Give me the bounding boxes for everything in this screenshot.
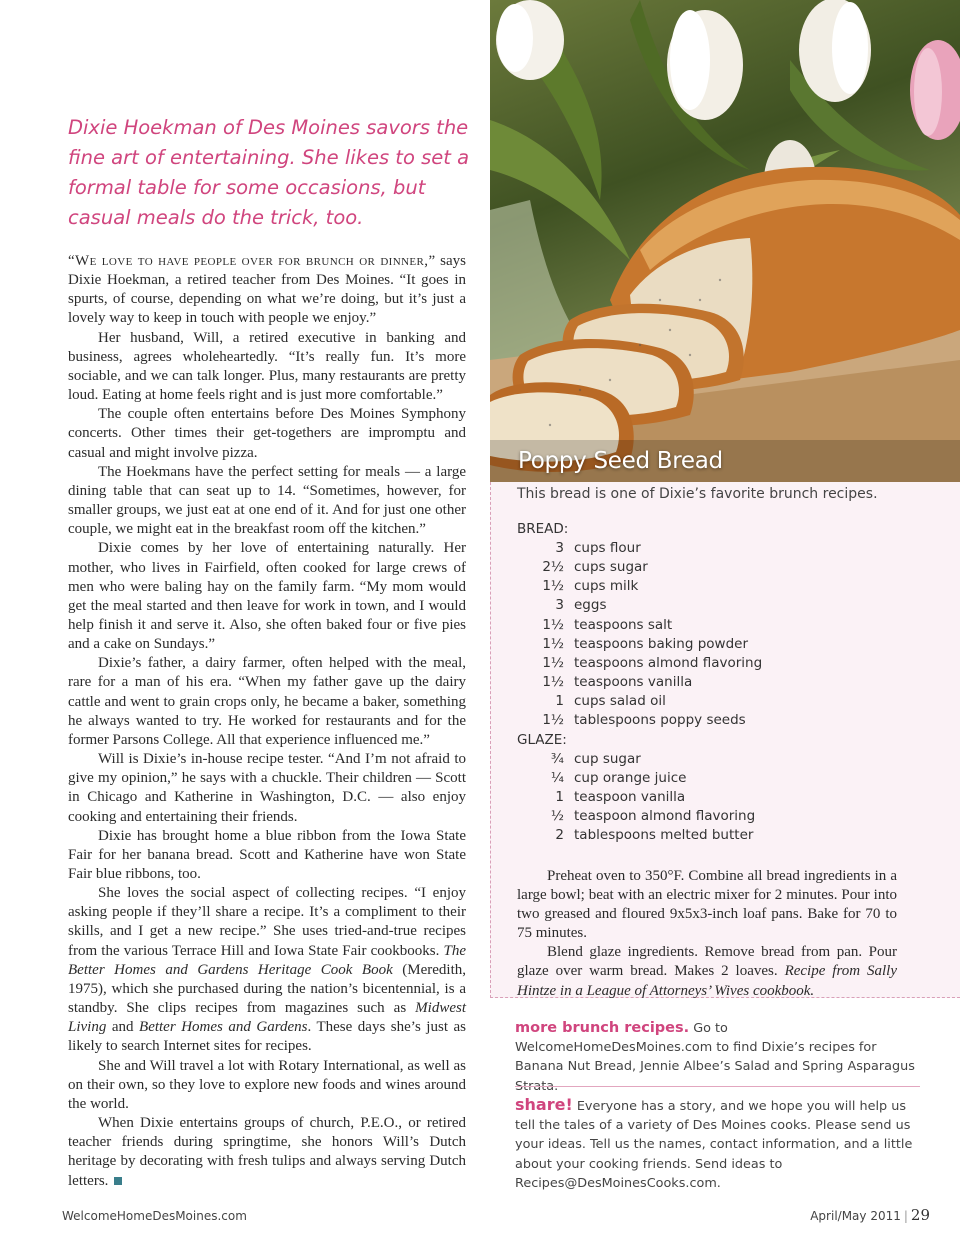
ingredient-qty: 1½	[542, 617, 564, 633]
poppy-seed-bread-photo	[490, 0, 960, 482]
photo-illustration	[490, 0, 960, 482]
ingredient-qty: ½	[550, 808, 564, 824]
ingredient-row	[517, 636, 937, 655]
article-paragraph: Dixie has brought home a blue ribbon from the Iowa State Fair for her banana bread. Scott and Katherine have won State Fair blue ribbons, too.	[68, 827, 466, 882]
article-paragraph	[68, 884, 466, 1056]
recipe-intro: This bread is one of Dixie’s favorite brunch recipes.	[517, 486, 878, 502]
glaze-section-label: GLAZE:	[517, 732, 567, 748]
ingredient-item: teaspoons almond flavoring	[574, 655, 763, 671]
ingredient-qty: 2	[555, 827, 564, 843]
ingredient-item: cups flour	[574, 540, 641, 556]
ingredient-row	[517, 617, 937, 636]
recipe-title: Poppy Seed Bread	[518, 448, 723, 474]
article-paragraph: The Hoekmans have the perfect setting for meals — a large dining table that can seat up to 14. “Sometimes, however, for smaller groups, we just eat at one end of it. And for just one other couple, we might eat in the breakfast room off the kitchen.”	[68, 463, 466, 538]
ingredient-item: eggs	[574, 597, 607, 613]
ingredient-row	[517, 540, 937, 559]
recipe-directions	[517, 867, 897, 1001]
book-title: The Better Homes and Gardens Heritage Cook Book	[68, 942, 466, 978]
text-run: (Meredith, 1975), which she purchased during the nation’s bicentennial, is a standby. She clips recipes from magazines such as	[68, 961, 466, 1017]
ingredient-row	[517, 712, 937, 731]
article-paragraph: The couple often entertains before Des Moines Symphony concerts. Other times their get-togethers are impromptu and casual and might involve pizza.	[68, 406, 466, 461]
article-paragraph	[68, 1114, 466, 1191]
text-run: and	[106, 1019, 140, 1036]
footer-issue	[810, 1206, 930, 1224]
ingredient-qty: 1½	[542, 655, 564, 671]
recipe-credit: Recipe from Sally Hintze in a League of Attorneys’ Wives cookbook.	[517, 963, 897, 999]
ingredient-qty: ¼	[550, 770, 564, 786]
ingredient-row	[517, 770, 937, 789]
ingredient-item: cups sugar	[574, 559, 648, 575]
ingredient-row	[517, 808, 937, 827]
ingredient-item: teaspoon almond flavoring	[574, 808, 756, 824]
ingredient-item: tablespoons poppy seeds	[574, 712, 746, 728]
article-paragraph: She and Will travel a lot with Rotary International, as well as on their own, so they love to explore new foods and wines around the world.	[68, 1057, 466, 1112]
ingredient-qty: 1½	[542, 636, 564, 652]
ingredient-qty: 3	[555, 597, 564, 613]
more-recipes-text: Go to WelcomeHomeDesMoines.com to find Dixie’s recipes for Banana Nut Bread, Jennie Albee’s Salad and Spring Asparagus Strata.	[515, 1021, 915, 1094]
lead-in-quote: “We love to have people over for brunch or dinner,”	[68, 253, 436, 269]
more-recipes-note	[515, 1019, 920, 1096]
article-paragraph: Dixie’s father, a dairy farmer, often helped with the meal, rare for a man of his era. “When my father gave up the dairy cattle and went to grain crops only, he became a baker, something he always wanted to try. He worked for restaurants and for the former Parsons College. All that experience influenced me.”	[68, 655, 466, 748]
ingredient-row	[517, 674, 937, 693]
text-run: She loves the social aspect of collecting recipes. “I enjoy asking people if they’ll share a recipe. It’s a compliment to their skills, and I get a new recipe.” She uses tried-and-true recipes from the various Terrace Hill and Iowa State Fair cookbooks.	[68, 885, 466, 959]
divider	[515, 1086, 920, 1087]
more-recipes-label: more brunch recipes.	[515, 1020, 690, 1036]
ingredient-row	[517, 578, 937, 597]
ingredient-row	[517, 693, 937, 712]
ingredient-item: cup sugar	[574, 751, 641, 767]
magazine-title: Better Homes and Gardens	[139, 1019, 308, 1036]
recipe-panel-border	[490, 482, 492, 998]
footer-separator: |	[903, 1209, 908, 1223]
ingredient-qty: 1	[555, 789, 564, 805]
ingredient-item: tablespoons melted butter	[574, 827, 754, 843]
ingredient-item: cups salad oil	[574, 693, 666, 709]
share-note	[515, 1095, 920, 1193]
ingredient-qty: 1	[555, 693, 564, 709]
page-number: 29	[910, 1206, 930, 1224]
bread-section-label: BREAD:	[517, 521, 569, 537]
issue-date: April/May 2011	[810, 1209, 901, 1223]
ingredient-item: teaspoons baking powder	[574, 636, 748, 652]
ingredient-item: teaspoons vanilla	[574, 674, 693, 690]
article-paragraph: Dixie comes by her love of entertaining naturally. Her mother, who lives in Fairfield, often cooked for large crews of men who were baling hay on the family farm. “My mom would get the meal started and then leave for work in town, and I would help finish it and serve it. Also, she often baked four or five pies and a cake on Sundays.”	[68, 540, 466, 653]
ingredient-item: teaspoons salt	[574, 617, 673, 633]
ingredient-qty: 3	[555, 540, 564, 556]
ingredient-item: cups milk	[574, 578, 639, 594]
magazine-title: Midwest Living	[68, 1000, 466, 1036]
ingredient-row	[517, 827, 937, 846]
text-run: . These days she’s just as likely to search Internet sites for recipes.	[68, 1019, 466, 1055]
ingredient-row	[517, 655, 937, 674]
footer-site: WelcomeHomeDesMoines.com	[62, 1209, 247, 1223]
ingredient-qty: 1½	[542, 674, 564, 690]
ingredient-item: cup orange juice	[574, 770, 687, 786]
ingredient-row	[517, 751, 937, 770]
text-run: Blend glaze ingredients. Remove bread from pan. Pour glaze over warm bread. Makes 2 loaves.	[517, 944, 897, 980]
directions-paragraph: Preheat oven to 350°F. Combine all bread ingredients in a large bowl; beat with an electric mixer for 2 minutes. Pour into two greased and floured 9x5x3-inch loaf pans. Bake for 70 to 75 minutes.	[517, 868, 897, 942]
share-label: share!	[515, 1095, 573, 1114]
ingredient-row	[517, 789, 937, 808]
directions-paragraph	[517, 943, 897, 1000]
ingredient-qty: ¾	[550, 751, 564, 767]
article-paragraph: Her husband, Will, a retired executive in banking and business, agrees wholeheartedly. “It’s really fun. It’s more sociable, and we can talk longer. Plus, many restaurants are pretty loud. Eating at home feels right and is just more comfortable.”	[68, 329, 466, 404]
end-mark-icon	[114, 1177, 122, 1185]
ingredient-qty: 1½	[542, 578, 564, 594]
ingredient-qty: 2½	[542, 559, 564, 575]
ingredient-row	[517, 597, 937, 616]
intro-dek: Dixie Hoekman of Des Moines savors the fine art of entertaining. She likes to set a formal table for some occasions, but casual meals do the trick, too.	[68, 116, 470, 229]
lead-in-rest: says Dixie Hoekman, a retired teacher from Des Moines. “It goes in spurts, of course, depending on what we’re doing, but it’s just a lovely way to keep in touch with people we enjoy.”	[68, 253, 466, 327]
ingredient-qty: 1½	[542, 712, 564, 728]
article-paragraph	[68, 252, 466, 329]
ingredient-row	[517, 559, 937, 578]
ingredient-item: teaspoon vanilla	[574, 789, 686, 805]
article-paragraph: Will is Dixie’s in-house recipe tester. “And I’m not afraid to give my opinion,” he says with a chuckle. Their children — Scott in Chicago and Katherine in Washington, D.C. — also enjoy cooking and entertaining their friends.	[68, 751, 466, 825]
share-text: Everyone has a story, and we hope you will help us tell the tales of a variety of Des Moines cooks. Please send us your ideas. Tell us the names, contact information, and a little about your cooking friends. Send ideas to Recipes@DesMoinesCooks.com.	[515, 1099, 913, 1191]
text-run: When Dixie entertains groups of church, P.E.O., or retired teacher friends during springtime, she honors Will’s Dutch heritage by decorating with fresh tulips and always serving Dutch letters.	[68, 1115, 466, 1189]
article-body	[68, 252, 466, 1191]
